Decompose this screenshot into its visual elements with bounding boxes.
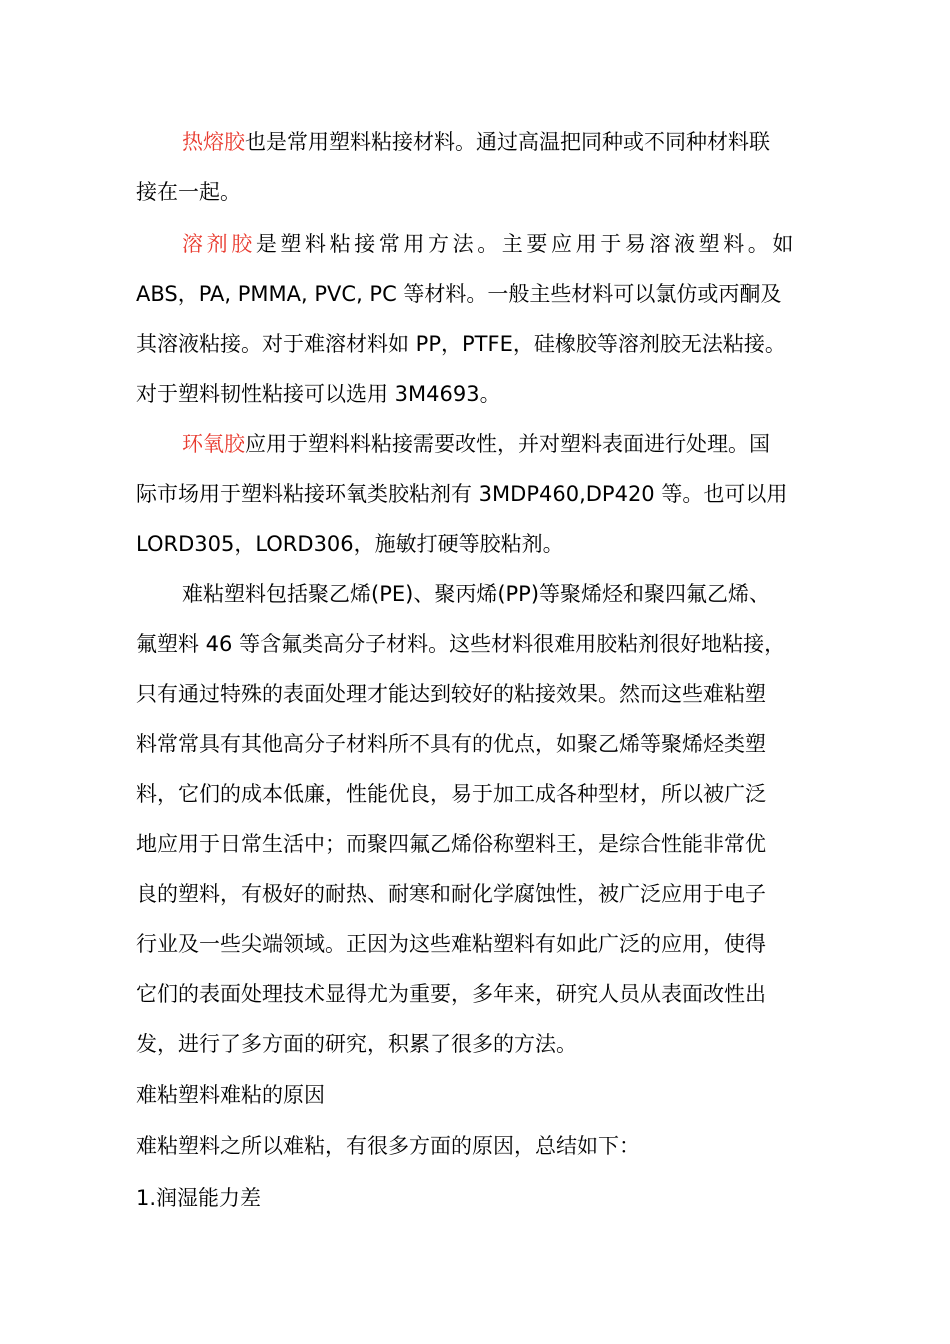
hot-melt-paragraph-line-2: 接在一起。 [136,180,241,204]
epoxy-paragraph-line-2: 际市场用于塑料粘接环氧类胶粘剂有 3MDP460,DP420 等。也可以用 [136,482,788,506]
epoxy-paragraph-line-3: LORD305，LORD306，施敏打硬等胶粘剂。 [136,532,564,556]
solvent-paragraph-line-2: ABS，PA, PMMA, PVC, PC 等材料。一般主些材料可以氯仿或丙酮及 [136,282,782,306]
hot-melt-paragraph-line-1 [182,127,826,157]
hard-to-bond-paragraph-line-5: 料，它们的成本低廉，性能优良，易于加工成各种型材，所以被广泛 [136,782,766,806]
epoxy-paragraph-line-1 [182,429,826,459]
solvent-term: 溶剂胶 [182,232,256,256]
hard-to-bond-paragraph-line-7: 良的塑料，有极好的耐热、耐寒和耐化学腐蚀性，被广泛应用于电子 [136,882,766,906]
solvent-text: 是塑料粘接常用方法。主要应用于易溶液塑料。如 [255,232,798,256]
hard-to-bond-paragraph-line-6: 地应用于日常生活中；而聚四氟乙烯俗称塑料王，是综合性能非常优 [136,832,766,856]
solvent-paragraph-line-1 [182,229,826,259]
list-item-1: 1.润湿能力差 [136,1186,262,1210]
hot-melt-term: 热熔胶 [182,130,245,154]
hot-melt-text: 也是常用塑料粘接材料。通过高温把同种或不同种材料联 [245,130,770,154]
hard-to-bond-paragraph-line-8: 行业及一些尖端领域。正因为这些难粘塑料有如此广泛的应用，使得 [136,932,766,956]
epoxy-text: 应用于塑料料粘接需要改性，并对塑料表面进行处理。国 [245,432,770,456]
hard-to-bond-paragraph-line-3: 只有通过特殊的表面处理才能达到较好的粘接效果。然而这些难粘塑 [136,682,766,706]
solvent-paragraph-line-3: 其溶液粘接。对于难溶材料如 PP，PTFE，硅橡胶等溶剂胶无法粘接。 [136,332,786,356]
hard-to-bond-paragraph-line-1: 难粘塑料包括聚乙烯(PE)、聚丙烯(PP)等聚烯烃和聚四氟乙烯、 [182,582,771,606]
hard-to-bond-paragraph-line-9: 它们的表面处理技术显得尤为重要，多年来，研究人员从表面改性出 [136,982,766,1006]
hard-to-bond-paragraph-line-2: 氟塑料 46 等含氟类高分子材料。这些材料很难用胶粘剂很好地粘接， [136,632,786,656]
section-heading: 难粘塑料难粘的原因 [136,1083,325,1107]
hard-to-bond-paragraph-line-4: 料常常具有其他高分子材料所不具有的优点，如聚乙烯等聚烯烃类塑 [136,732,766,756]
summary-line: 难粘塑料之所以难粘，有很多方面的原因，总结如下： [136,1134,640,1158]
solvent-paragraph-line-4: 对于塑料韧性粘接可以选用 3M4693。 [136,382,501,406]
hard-to-bond-paragraph-line-10: 发，进行了多方面的研究，积累了很多的方法。 [136,1032,577,1056]
epoxy-term: 环氧胶 [182,432,245,456]
